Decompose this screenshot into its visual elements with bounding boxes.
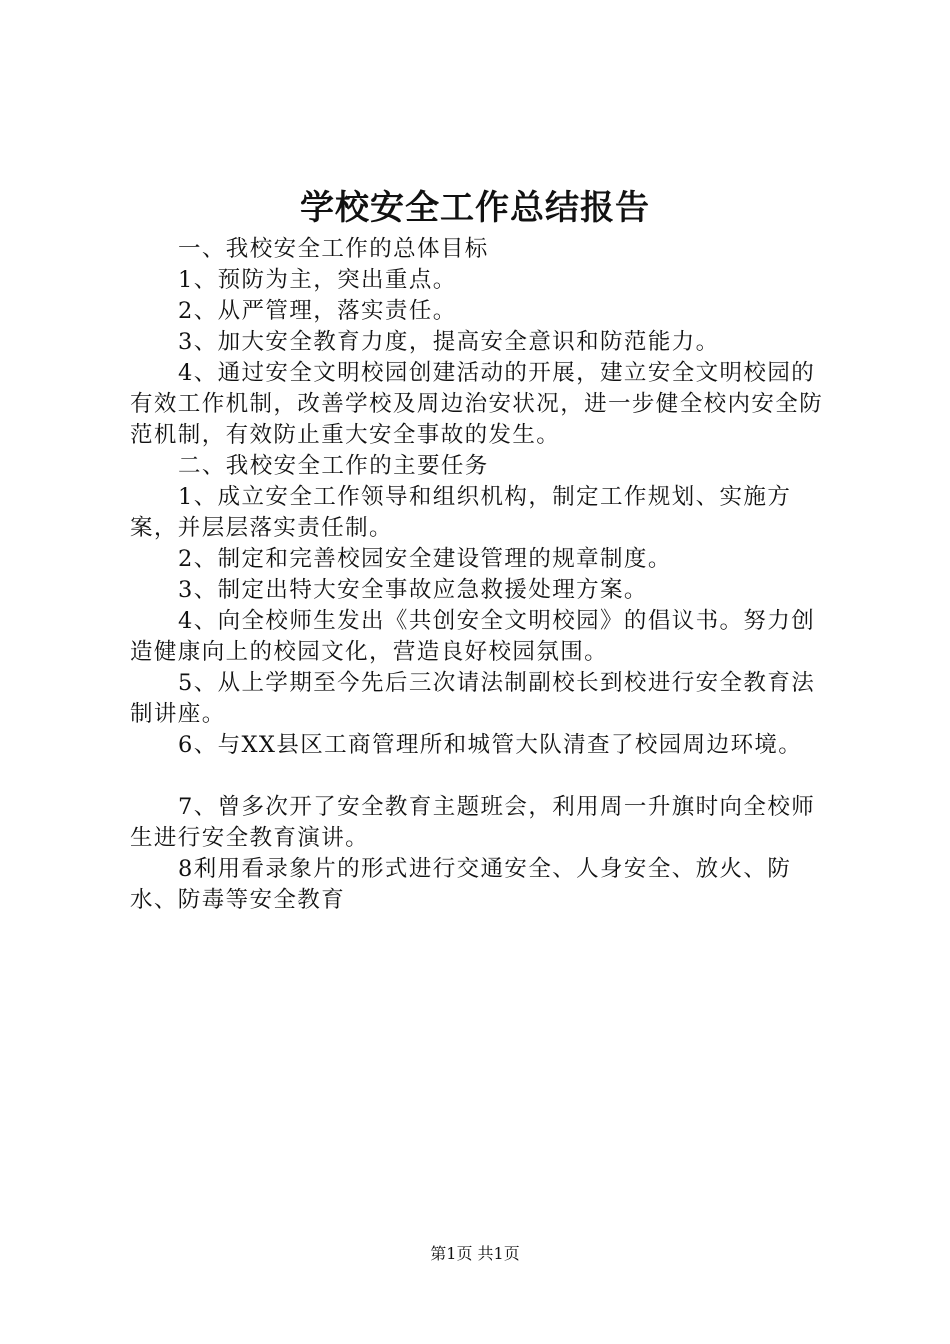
paragraph-goal-1: 1、预防为主，突出重点。 [178, 267, 457, 293]
blank-line [130, 761, 830, 792]
paragraph-task-2: 2、制定和完善校园安全建设管理的规章制度。 [178, 546, 672, 572]
paragraph-task-3: 3、制定出特大安全事故应急救援处理方案。 [178, 577, 648, 603]
paragraph-task-7: 7、曾多次开了安全教育主题班会，利用周一升旗时向全校师生进行安全教育演讲。 [130, 794, 816, 851]
section-heading-goals: 一、我校安全工作的总体目标 [178, 236, 489, 262]
page-footer: 第1页 共1页 [430, 1244, 520, 1263]
paragraph-task-1: 1、成立安全工作领导和组织机构，制定工作规划、实施方案，并层层落实责任制。 [130, 484, 792, 541]
document-body [130, 234, 830, 916]
paragraph-task-4: 4、向全校师生发出《共创安全文明校园》的倡议书。努力创造健康向上的校园文化，营造良好校园氛围。 [130, 608, 816, 665]
section-heading-tasks: 二、我校安全工作的主要任务 [178, 453, 489, 479]
paragraph-task-6: 6、与XX县区工商管理所和城管大队清查了校园周边环境。 [178, 732, 803, 758]
paragraph-goal-4: 4、通过安全文明校园创建活动的开展，建立安全文明校园的有效工作机制，改善学校及周边治安状况，进一步健全校内安全防范机制，有效防止重大安全事故的发生。 [130, 360, 824, 448]
paragraph-task-5: 5、从上学期至今先后三次请法制副校长到校进行安全教育法制讲座。 [130, 670, 816, 727]
document-title: 学校安全工作总结报告 [300, 188, 650, 228]
paragraph-goal-3: 3、加大安全教育力度，提高安全意识和防范能力。 [178, 329, 720, 355]
paragraph-task-8: 8利用看录象片的形式进行交通安全、人身安全、放火、防水、防毒等安全教育 [130, 856, 792, 913]
paragraph-goal-2: 2、从严管理，落实责任。 [178, 298, 457, 324]
